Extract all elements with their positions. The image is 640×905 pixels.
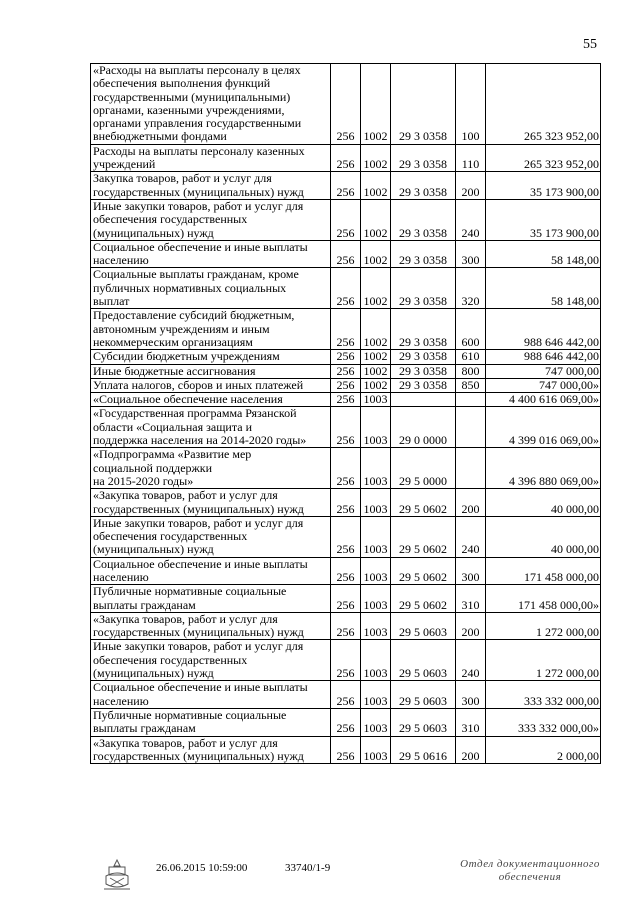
- row-kind: 200: [456, 172, 486, 200]
- row-name: [91, 172, 331, 200]
- row-kind: 200: [456, 612, 486, 640]
- print-timestamp: 26.06.2015 10:59:00: [156, 862, 248, 874]
- row-name: [91, 612, 331, 640]
- row-amount: 4 400 616 069,00»: [486, 393, 601, 407]
- row-code: 256: [331, 199, 361, 240]
- row-section: 1003: [361, 407, 391, 448]
- table-row: [91, 708, 601, 736]
- document-id: 33740/1-9: [285, 862, 331, 874]
- row-code: 256: [331, 393, 361, 407]
- row-name: [91, 736, 331, 764]
- row-section: 1003: [361, 736, 391, 764]
- row-name-line: государственными (муниципальными): [93, 89, 291, 104]
- table-row: [91, 585, 601, 613]
- row-code: 256: [331, 681, 361, 709]
- row-amount: 333 332 000,00: [486, 681, 601, 709]
- row-name-line: «Подпрограмма «Развитие мер: [93, 447, 252, 462]
- table-row: [91, 240, 601, 268]
- row-kind: 310: [456, 708, 486, 736]
- row-name-line: «Закупка товаров, работ и услуг для: [93, 736, 278, 750]
- row-kind: 300: [456, 240, 486, 268]
- row-amount: 265 323 952,00: [486, 64, 601, 145]
- row-name: [91, 708, 331, 736]
- row-section: 1003: [361, 557, 391, 585]
- row-article: 29 3 0358: [391, 240, 456, 268]
- table-row: [91, 268, 601, 309]
- row-amount: 333 332 000,00»: [486, 708, 601, 736]
- table-row: [91, 681, 601, 709]
- row-code: 256: [331, 350, 361, 364]
- row-name: [91, 585, 331, 613]
- row-name: [91, 378, 331, 392]
- row-name: [91, 516, 331, 557]
- row-section: 1002: [361, 364, 391, 378]
- row-name-line: Предоставление субсидий бюджетным,: [93, 308, 295, 323]
- row-name-line: «Закупка товаров, работ и услуг для: [93, 612, 278, 626]
- row-article: 29 3 0358: [391, 350, 456, 364]
- row-section: 1002: [361, 350, 391, 364]
- row-code: 256: [331, 708, 361, 736]
- row-name-line: органами, казенными учреждениями,: [93, 102, 285, 117]
- row-amount: 58 148,00: [486, 240, 601, 268]
- row-article: 29 3 0358: [391, 309, 456, 350]
- row-kind: 320: [456, 268, 486, 309]
- row-name-line: государственных (муниципальных) нужд: [93, 501, 304, 516]
- row-name-line: (муниципальных) нужд: [93, 666, 214, 681]
- table-row: [91, 640, 601, 681]
- row-amount: 265 323 952,00: [486, 144, 601, 172]
- row-name-line: выплаты гражданам: [93, 597, 196, 612]
- row-amount: 747 000,00: [486, 364, 601, 378]
- row-article: 29 3 0358: [391, 199, 456, 240]
- row-name-line: Социальное обеспечение и иные выплаты: [93, 240, 308, 254]
- row-name-line: учреждений: [93, 157, 156, 172]
- row-code: 256: [331, 378, 361, 392]
- row-amount: 988 646 442,00: [486, 309, 601, 350]
- table-row: [91, 489, 601, 517]
- row-kind: 200: [456, 736, 486, 764]
- row-name-line: (муниципальных) нужд: [93, 542, 214, 557]
- row-amount: 171 458 000,00: [486, 557, 601, 585]
- row-name-line: государственных (муниципальных) нужд: [93, 184, 304, 199]
- table-row: [91, 612, 601, 640]
- row-section: 1002: [361, 268, 391, 309]
- table-row: [91, 64, 601, 145]
- row-code: 256: [331, 268, 361, 309]
- row-article: 29 5 0603: [391, 681, 456, 709]
- row-code: 256: [331, 407, 361, 448]
- row-name-line: выплат: [93, 294, 130, 309]
- row-name: [91, 640, 331, 681]
- table-row: [91, 407, 601, 448]
- row-amount: 2 000,00: [486, 736, 601, 764]
- row-name: [91, 407, 331, 448]
- row-kind: [456, 393, 486, 407]
- table-row: [91, 516, 601, 557]
- row-name: [91, 364, 331, 378]
- row-section: 1003: [361, 585, 391, 613]
- row-name-line: Уплата налогов, сборов и иных платежей: [93, 378, 304, 392]
- row-kind: 300: [456, 681, 486, 709]
- row-code: 256: [331, 585, 361, 613]
- stamp-line: обеспечения: [498, 871, 562, 883]
- row-section: 1002: [361, 378, 391, 392]
- row-amount: 35 173 900,00: [486, 172, 601, 200]
- row-amount: 35 173 900,00: [486, 199, 601, 240]
- row-name-line: органами управления государственными: [93, 116, 302, 131]
- department-stamp: [455, 858, 605, 884]
- row-name: [91, 268, 331, 309]
- row-name-line: обеспечения государственных: [93, 652, 248, 667]
- row-kind: 200: [456, 489, 486, 517]
- row-name-line: обеспечения государственных: [93, 529, 248, 544]
- row-name-line: выплаты гражданам: [93, 721, 196, 736]
- table-row: [91, 350, 601, 364]
- row-article: 29 5 0602: [391, 516, 456, 557]
- row-name-line: поддержка населения на 2014-2020 годы»: [93, 433, 307, 448]
- row-kind: 800: [456, 364, 486, 378]
- row-name-line: «Закупка товаров, работ и услуг для: [93, 488, 278, 503]
- row-code: 256: [331, 516, 361, 557]
- row-name-line: Иные бюджетные ассигнования: [93, 364, 256, 378]
- row-name-line: Социальное обеспечение и иные выплаты: [93, 680, 308, 695]
- row-name-line: Иные закупки товаров, работ и услуг для: [93, 639, 304, 654]
- row-section: 1003: [361, 708, 391, 736]
- row-name-line: Социальные выплаты гражданам, кроме: [93, 267, 299, 282]
- row-code: 256: [331, 172, 361, 200]
- row-name-line: внебюджетными фондами: [93, 129, 227, 144]
- table-row: [91, 448, 601, 489]
- row-name-line: Иные закупки товаров, работ и услуг для: [93, 199, 304, 213]
- row-code: 256: [331, 557, 361, 585]
- row-section: 1002: [361, 172, 391, 200]
- table-row: [91, 378, 601, 392]
- table-row: [91, 393, 601, 407]
- row-code: 256: [331, 309, 361, 350]
- row-article: 29 5 0602: [391, 585, 456, 613]
- row-name: [91, 393, 331, 407]
- row-kind: [456, 407, 486, 448]
- page-number: 55: [583, 37, 597, 52]
- row-section: 1002: [361, 199, 391, 240]
- emblem-icon: [100, 858, 134, 892]
- row-amount: 1 272 000,00: [486, 640, 601, 681]
- row-name-line: социальной поддержки: [93, 460, 213, 475]
- row-name: [91, 681, 331, 709]
- row-amount: 40 000,00: [486, 516, 601, 557]
- row-code: 256: [331, 612, 361, 640]
- row-kind: 110: [456, 144, 486, 172]
- row-kind: 240: [456, 516, 486, 557]
- row-article: 29 5 0616: [391, 736, 456, 764]
- row-kind: 300: [456, 557, 486, 585]
- row-section: 1003: [361, 393, 391, 407]
- row-name-line: населению: [93, 569, 149, 584]
- stamp-line: Отдел документационного: [460, 858, 600, 870]
- row-name-line: автономным учреждениям и иным: [93, 321, 270, 336]
- row-name-line: Расходы на выплаты персоналу казенных: [93, 144, 305, 158]
- row-article: 29 5 0602: [391, 557, 456, 585]
- row-amount: 1 272 000,00: [486, 612, 601, 640]
- row-amount: 4 399 016 069,00»: [486, 407, 601, 448]
- row-kind: 100: [456, 64, 486, 145]
- row-section: 1003: [361, 640, 391, 681]
- row-name-line: обеспечения выполнения функций: [93, 76, 271, 91]
- row-name-line: Иные закупки товаров, работ и услуг для: [93, 516, 304, 530]
- row-name: [91, 199, 331, 240]
- table-row: [91, 736, 601, 764]
- row-name: [91, 64, 331, 145]
- row-article: 29 3 0358: [391, 144, 456, 172]
- row-section: 1002: [361, 309, 391, 350]
- table-row: [91, 199, 601, 240]
- row-name-line: «Расходы на выплаты персоналу в целях: [93, 63, 301, 77]
- row-name: [91, 448, 331, 489]
- row-name-line: публичных нормативных социальных: [93, 280, 287, 295]
- row-article: 29 5 0603: [391, 708, 456, 736]
- row-name-line: населению: [93, 253, 149, 268]
- row-kind: 610: [456, 350, 486, 364]
- row-name: [91, 489, 331, 517]
- row-article: 29 0 0000: [391, 407, 456, 448]
- row-name-line: некоммерческим организациям: [93, 334, 253, 349]
- row-name: [91, 240, 331, 268]
- row-section: 1002: [361, 240, 391, 268]
- row-name-line: Закупка товаров, работ и услуг для: [93, 171, 272, 186]
- row-name-line: «Государственная программа Рязанской: [93, 406, 297, 421]
- row-name: [91, 557, 331, 585]
- row-amount: 747 000,00»: [486, 378, 601, 392]
- table-row: [91, 557, 601, 585]
- row-kind: [456, 448, 486, 489]
- row-article: 29 5 0603: [391, 612, 456, 640]
- row-kind: 850: [456, 378, 486, 392]
- page-footer: [0, 858, 640, 898]
- row-name: [91, 350, 331, 364]
- row-code: 256: [331, 489, 361, 517]
- row-section: 1003: [361, 612, 391, 640]
- row-code: 256: [331, 64, 361, 145]
- row-section: 1002: [361, 144, 391, 172]
- row-code: 256: [331, 364, 361, 378]
- table-row: [91, 309, 601, 350]
- row-code: 256: [331, 736, 361, 764]
- table-row: [91, 364, 601, 378]
- row-code: 256: [331, 240, 361, 268]
- row-kind: 240: [456, 640, 486, 681]
- row-code: 256: [331, 640, 361, 681]
- table-row: [91, 172, 601, 200]
- row-article: 29 5 0000: [391, 448, 456, 489]
- row-name-line: области «Социальная защита и: [93, 419, 252, 434]
- row-section: 1003: [361, 681, 391, 709]
- row-name-line: «Социальное обеспечение населения: [93, 392, 283, 407]
- row-article: 29 3 0358: [391, 378, 456, 392]
- row-name-line: государственных (муниципальных) нужд: [93, 748, 304, 763]
- row-name-line: государственных (муниципальных) нужд: [93, 625, 304, 640]
- row-article: 29 5 0602: [391, 489, 456, 517]
- row-name-line: на 2015-2020 годы»: [93, 473, 194, 488]
- row-kind: 600: [456, 309, 486, 350]
- row-name-line: обеспечения государственных: [93, 212, 248, 227]
- row-name: [91, 309, 331, 350]
- row-article: 29 3 0358: [391, 268, 456, 309]
- row-kind: 310: [456, 585, 486, 613]
- row-name: [91, 144, 331, 172]
- row-name-line: населению: [93, 693, 149, 708]
- row-article: [391, 393, 456, 407]
- row-section: 1003: [361, 516, 391, 557]
- row-name-line: Публичные нормативные социальные: [93, 708, 287, 722]
- row-article: 29 3 0358: [391, 364, 456, 378]
- row-kind: 240: [456, 199, 486, 240]
- row-name-line: Социальное обеспечение и иные выплаты: [93, 557, 308, 571]
- row-article: 29 5 0603: [391, 640, 456, 681]
- row-article: 29 3 0358: [391, 172, 456, 200]
- row-section: 1003: [361, 448, 391, 489]
- row-code: 256: [331, 144, 361, 172]
- row-amount: 4 396 880 069,00»: [486, 448, 601, 489]
- row-amount: 58 148,00: [486, 268, 601, 309]
- row-name-line: Субсидии бюджетным учреждениям: [93, 349, 280, 364]
- row-section: 1003: [361, 489, 391, 517]
- budget-table: [90, 63, 601, 764]
- row-article: 29 3 0358: [391, 64, 456, 145]
- row-name-line: Публичные нормативные социальные: [93, 584, 287, 599]
- row-amount: 988 646 442,00: [486, 350, 601, 364]
- row-amount: 171 458 000,00»: [486, 585, 601, 613]
- row-amount: 40 000,00: [486, 489, 601, 517]
- row-code: 256: [331, 448, 361, 489]
- row-section: 1002: [361, 64, 391, 145]
- row-name-line: (муниципальных) нужд: [93, 225, 214, 240]
- table-row: [91, 144, 601, 172]
